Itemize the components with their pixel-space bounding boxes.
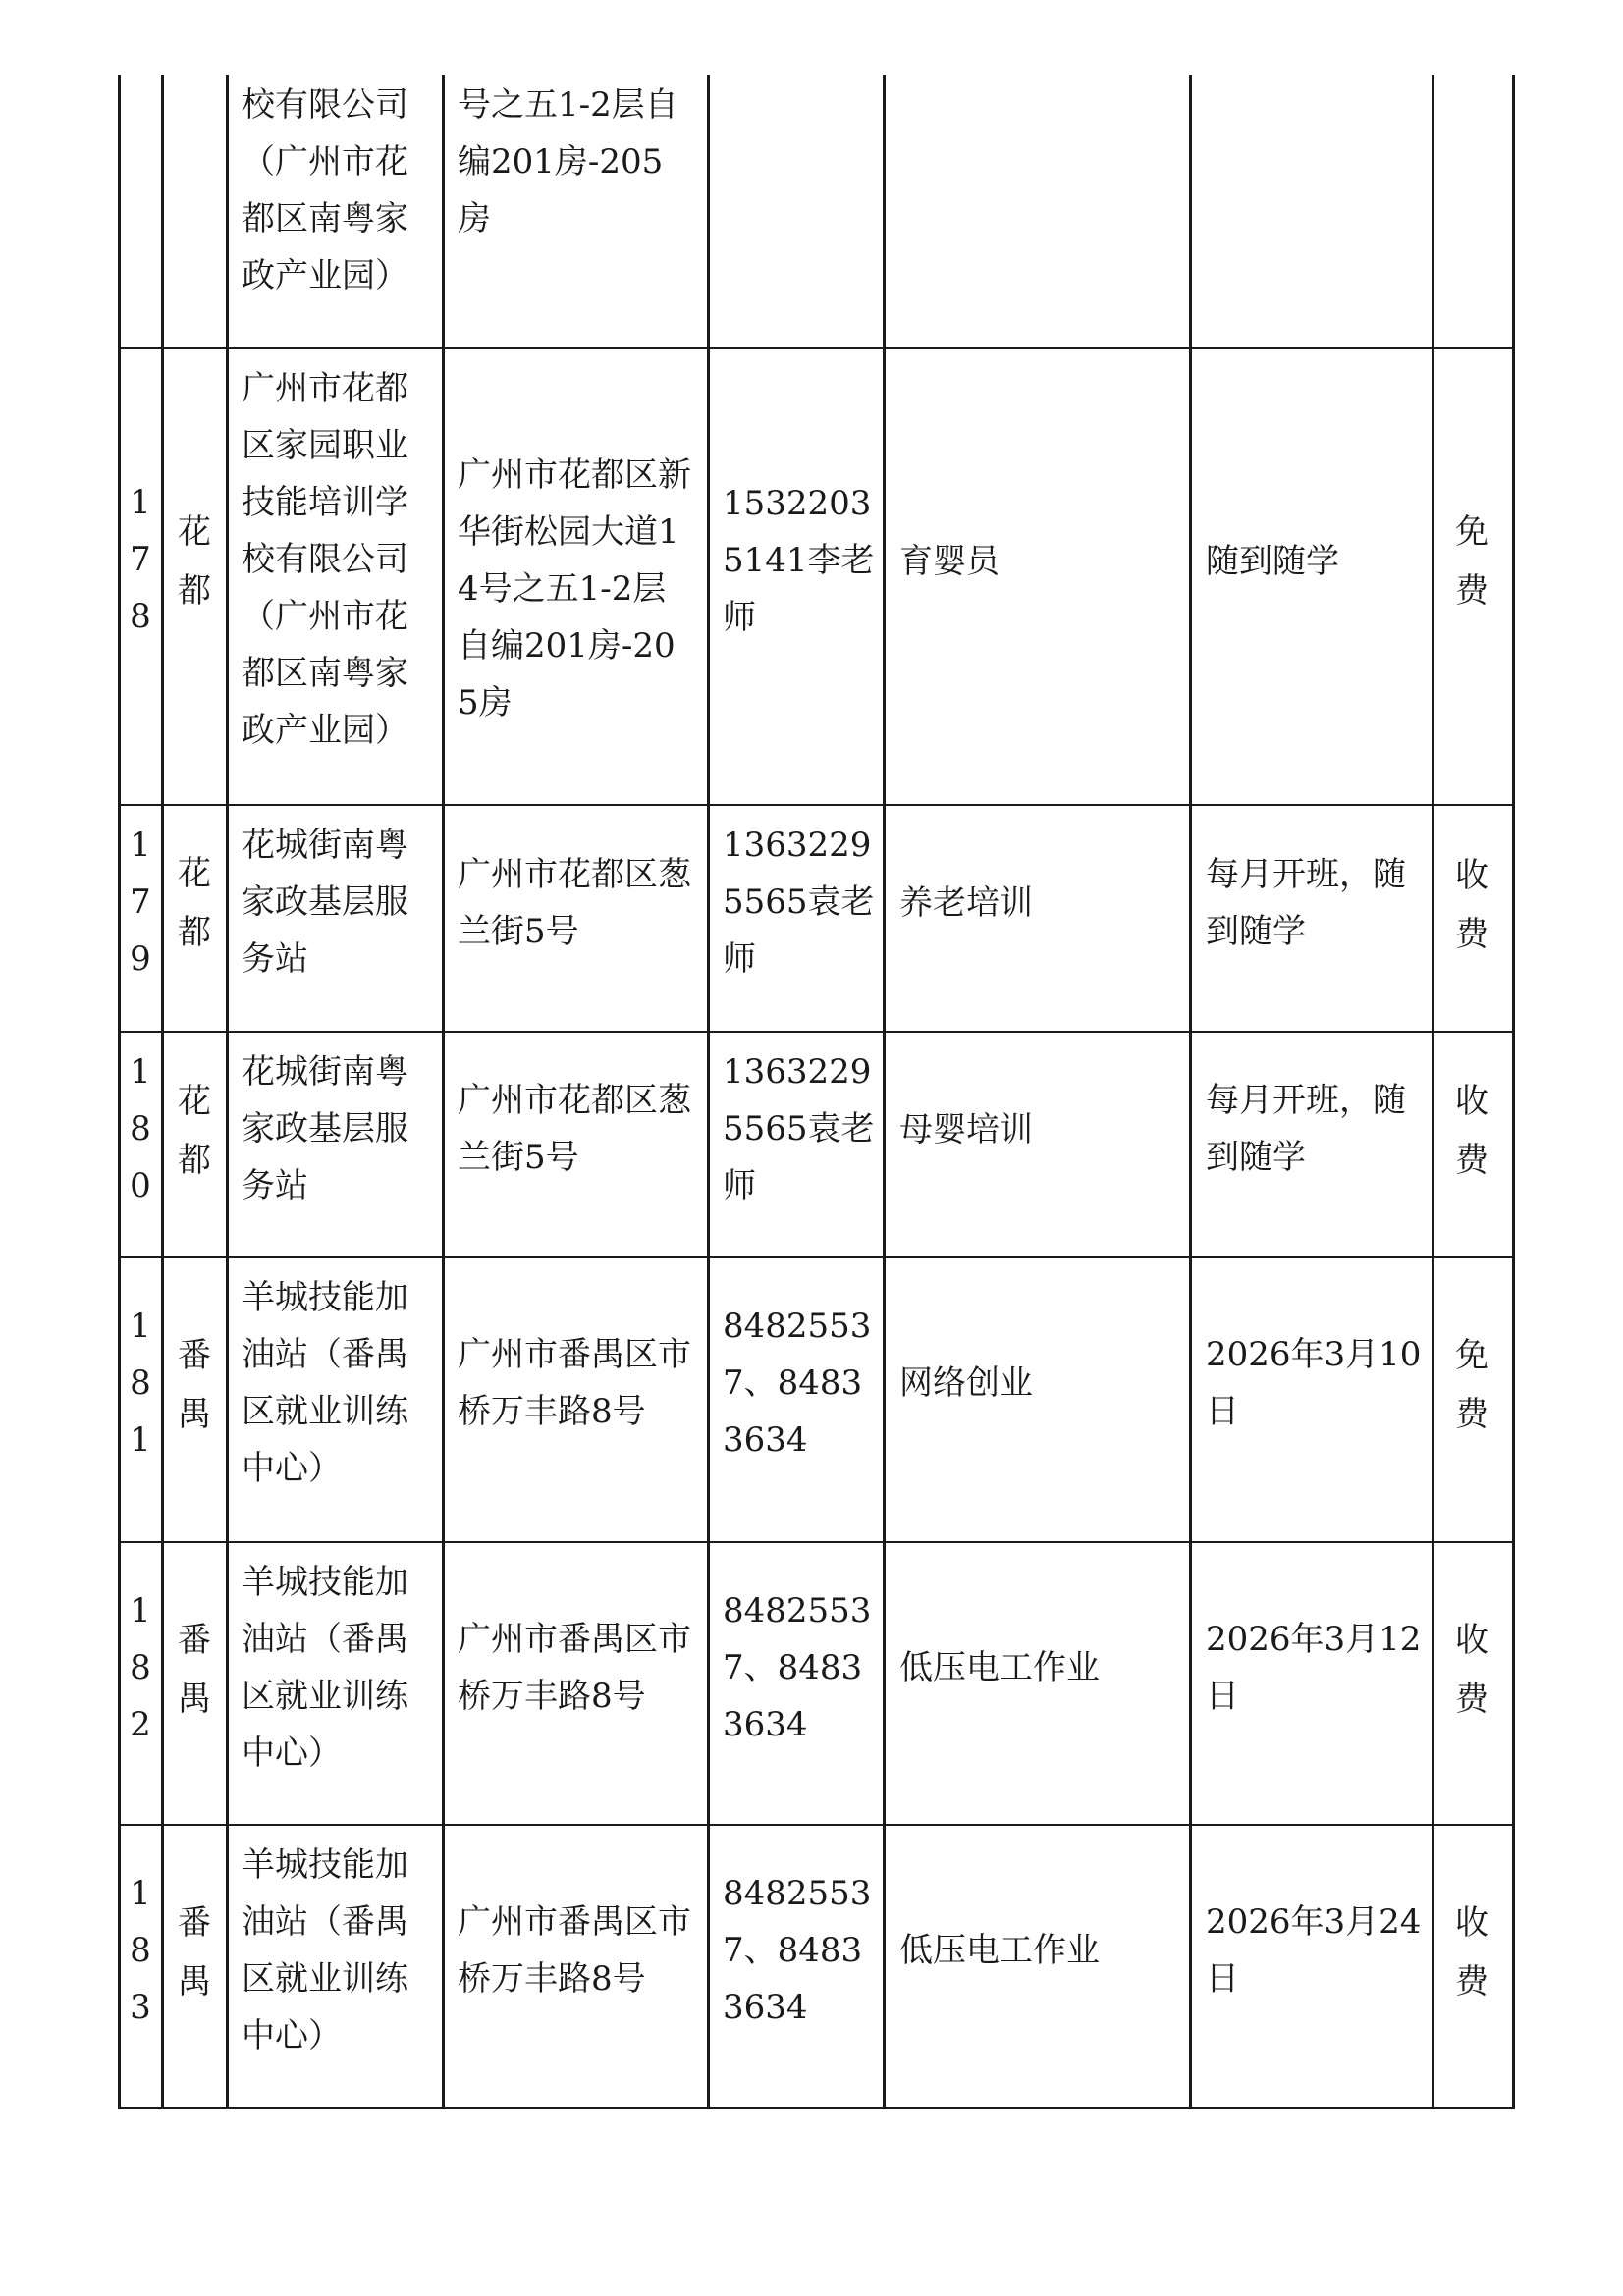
column-divider [883, 75, 886, 2108]
table-cell-contact: 84825537、84833634 [723, 1874, 872, 2027]
table-cell-address: 广州市番禺区市桥万丰路8号 [458, 1335, 691, 1431]
table-cell-contact: 15322035141李老师 [723, 484, 875, 637]
table-cell-time: 每月开班，随到随学 [1206, 1081, 1406, 1177]
table-cell-district: 花都 [178, 854, 211, 952]
table-cell-organization: 校有限公司（广州市花都区南粤家政产业园） [242, 85, 408, 295]
table-cell-fee: 免费 [1455, 1336, 1488, 1434]
table-cell-number: 182 [130, 1591, 151, 1744]
table-cell-number: 179 [130, 826, 151, 979]
table-cell-contact: 13632295565袁老师 [723, 1052, 875, 1205]
row-divider [118, 804, 1515, 806]
column-divider [707, 75, 710, 2108]
table-cell-course: 育婴员 [899, 542, 1000, 581]
table-cell-fee: 收费 [1455, 1903, 1488, 2002]
table-cell-organization: 花城街南粤家政基层服务站 [242, 1052, 408, 1205]
table-cell-organization: 花城街南粤家政基层服务站 [242, 826, 408, 979]
table-border-left [118, 75, 121, 2108]
table-cell-organization: 羊城技能加油站（番禺区就业训练中心） [242, 1563, 408, 1773]
table-cell-organization: 羊城技能加油站（番禺区就业训练中心） [242, 1278, 408, 1488]
table-cell-course: 养老培训 [899, 883, 1033, 923]
table-cell-district: 番禺 [178, 1621, 211, 1719]
table-cell-district: 花都 [178, 1082, 211, 1180]
table-cell-contact: 84825537、84833634 [723, 1591, 872, 1744]
column-divider [1432, 75, 1434, 2108]
table-cell-address: 广州市花都区新华街松园大道14号之五1-2层自编201房-205房 [458, 455, 691, 722]
table-cell-address: 广州市花都区葱兰街5号 [458, 855, 691, 951]
table-border-right [1512, 75, 1515, 2108]
table-cell-address: 广州市番禺区市桥万丰路8号 [458, 1620, 691, 1716]
table-cell-address: 广州市番禺区市桥万丰路8号 [458, 1902, 691, 1999]
table-cell-contact: 13632295565袁老师 [723, 826, 875, 979]
table-cell-course: 低压电工作业 [899, 1931, 1100, 1970]
table-cell-time: 2026年3月12日 [1206, 1620, 1422, 1716]
table-cell-course: 网络创业 [899, 1363, 1033, 1403]
row-divider [118, 1824, 1515, 1826]
column-divider [1189, 75, 1192, 2108]
table-cell-number: 178 [130, 483, 151, 636]
row-divider [118, 1256, 1515, 1258]
table-cell-organization: 广州市花都区家园职业技能培训学校有限公司（广州市花都区南粤家政产业园） [242, 369, 408, 750]
table-cell-contact: 84825537、84833634 [723, 1307, 872, 1460]
row-divider [118, 1541, 1515, 1543]
table-cell-time: 随到随学 [1206, 542, 1339, 581]
table-cell-address: 号之五1-2层自编201房-205房 [458, 85, 678, 239]
table-cell-fee: 收费 [1455, 1082, 1488, 1180]
table-cell-fee: 收费 [1455, 856, 1488, 954]
table-cell-fee: 收费 [1455, 1621, 1488, 1719]
table-cell-fee: 免费 [1455, 512, 1488, 611]
table-cell-number: 180 [130, 1052, 151, 1205]
column-divider [226, 75, 229, 2108]
table-cell-organization: 羊城技能加油站（番禺区就业训练中心） [242, 1845, 408, 2056]
table-cell-course: 母婴培训 [899, 1110, 1033, 1149]
row-divider [118, 347, 1515, 349]
table-cell-time: 每月开班，随到随学 [1206, 855, 1406, 951]
table-cell-time: 2026年3月10日 [1206, 1335, 1422, 1431]
table-cell-course: 低压电工作业 [899, 1648, 1100, 1687]
column-divider [161, 75, 164, 2108]
table-cell-district: 花都 [178, 512, 211, 611]
table-cell-number: 183 [130, 1874, 151, 2027]
column-divider [442, 75, 445, 2108]
table-cell-time: 2026年3月24日 [1206, 1902, 1422, 1999]
table-cell-number: 181 [130, 1307, 151, 1460]
table-cell-district: 番禺 [178, 1336, 211, 1434]
row-divider [118, 1031, 1515, 1033]
table-cell-address: 广州市花都区葱兰街5号 [458, 1081, 691, 1177]
table-cell-district: 番禺 [178, 1903, 211, 2002]
table-border-bottom [118, 2107, 1515, 2109]
